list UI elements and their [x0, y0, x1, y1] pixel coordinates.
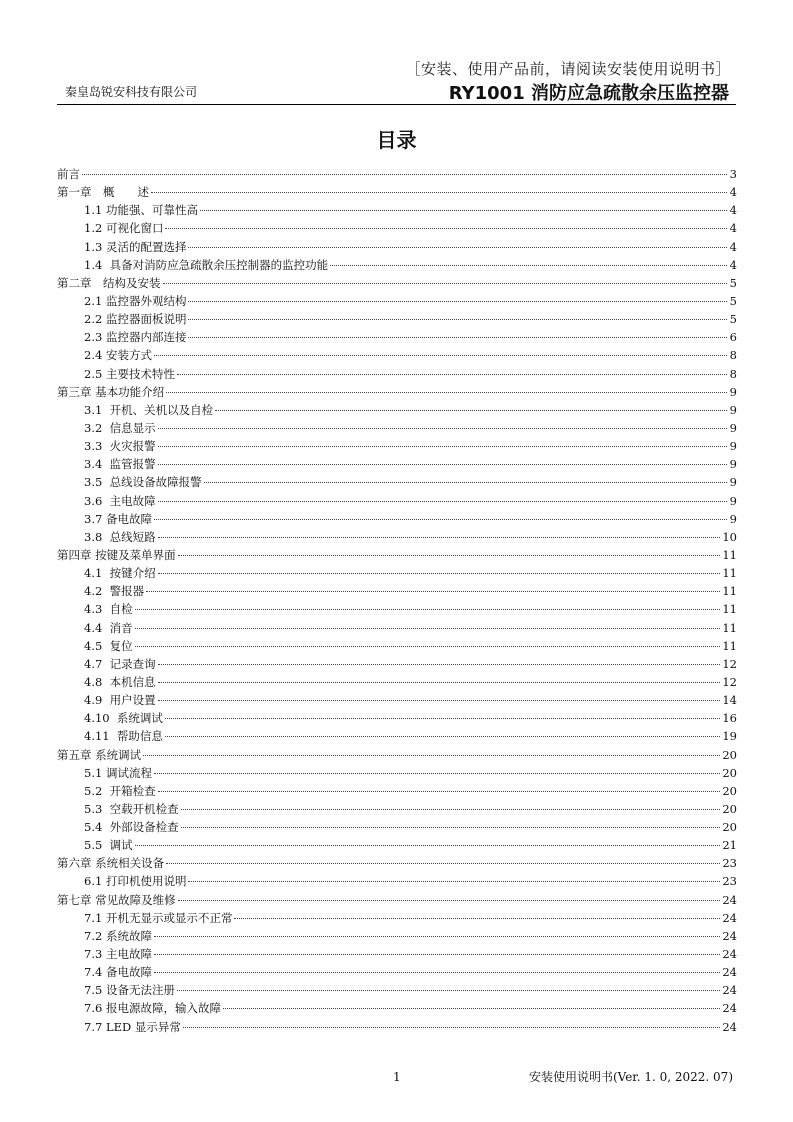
- toc-entry-section[interactable]: [57, 219, 737, 237]
- toc-entry-page: 8: [729, 348, 737, 363]
- toc-entry-title: 第七章 常见故障及维修: [57, 892, 176, 907]
- dot-leader: [177, 990, 720, 991]
- toc-entry-title: 7.1 开机无显示或显示不正常: [84, 910, 233, 925]
- toc-entry-page: 11: [722, 602, 737, 617]
- toc-entry-title: 1.4 具备对消防应急疏散余压控制器的监控功能: [84, 257, 329, 272]
- toc-entry-title: 3.8 总线短路: [84, 529, 156, 544]
- dot-leader: [135, 609, 721, 610]
- toc-entry-chapter[interactable]: [57, 274, 737, 292]
- toc-entry-title: 3.5 总线设备故障报警: [84, 475, 202, 490]
- toc-entry-title: 3.3 火灾报警: [84, 439, 156, 454]
- dot-leader: [158, 446, 727, 447]
- dot-leader: [166, 392, 727, 393]
- dot-leader: [135, 646, 721, 647]
- toc-entry-section[interactable]: [57, 981, 737, 999]
- toc-entry-section[interactable]: [57, 619, 737, 637]
- dot-leader: [158, 573, 721, 574]
- toc-entry-title: 4.2 警报器: [84, 584, 145, 599]
- toc-entry-chapter[interactable]: [57, 383, 737, 401]
- toc-entry-page: 16: [722, 711, 737, 726]
- footer-version: 安装使用说明书(Ver. 1. 0, 2022. 07): [528, 1070, 733, 1084]
- toc-entry-section[interactable]: [57, 473, 737, 491]
- dot-leader: [234, 918, 720, 919]
- toc-entry-section[interactable]: [57, 256, 737, 274]
- toc-entry-section[interactable]: [57, 201, 737, 219]
- toc-entry-title: 7.6 报电源故障，输入故障: [84, 1001, 221, 1016]
- toc-entry-page: 5: [729, 275, 737, 290]
- toc-entry-title: 5.1 调试流程: [84, 765, 152, 780]
- toc-entry-page: 11: [722, 547, 737, 562]
- toc-entry-page: 11: [722, 584, 737, 599]
- toc-entry-page: 20: [722, 783, 737, 798]
- toc-entry-title: 5.3 空载开机检查: [84, 801, 179, 816]
- toc-entry-section[interactable]: [57, 909, 737, 927]
- dot-leader: [165, 228, 727, 229]
- toc-entry-section[interactable]: [57, 836, 737, 854]
- toc-entry-section[interactable]: [57, 637, 737, 655]
- toc-entry-section[interactable]: [57, 310, 737, 328]
- dot-leader: [135, 845, 721, 846]
- toc-entry-title: 2.4 安装方式: [84, 348, 152, 363]
- toc-entry-section[interactable]: [57, 455, 737, 473]
- toc-entry-title: 第五章 系统调试: [57, 747, 142, 762]
- dot-leader: [188, 319, 727, 320]
- toc-entry-title: 7.4 备电故障: [84, 965, 152, 980]
- dot-leader: [154, 936, 720, 937]
- toc-entry-section[interactable]: [57, 691, 737, 709]
- toc-entry-title: 4.10 系统调试: [84, 711, 163, 726]
- toc-entry-title: 1.2 可视化窗口: [84, 221, 164, 236]
- toc-entry-chapter[interactable]: [57, 746, 737, 764]
- toc-entry-page: 9: [729, 457, 737, 472]
- toc-entry-page: 24: [722, 947, 737, 962]
- toc-entry-title: 4.8 本机信息: [84, 674, 156, 689]
- toc-title: 目录: [376, 128, 417, 152]
- toc-entry-section[interactable]: [57, 582, 737, 600]
- toc-entry-section[interactable]: [57, 999, 737, 1017]
- toc-entry-title: 3.7 备电故障: [84, 511, 152, 526]
- toc-entry-title: 3.1 开机、关机以及自检: [84, 402, 214, 417]
- dot-leader: [178, 900, 721, 901]
- toc-entry-section[interactable]: [57, 927, 737, 945]
- toc-entry-section[interactable]: [57, 510, 737, 528]
- dot-leader: [204, 482, 727, 483]
- toc-entry-page: 20: [722, 747, 737, 762]
- toc-entry-page: 23: [722, 874, 737, 889]
- dot-leader: [154, 519, 727, 520]
- toc-entry-title: 2.3 监控器内部连接: [84, 330, 187, 345]
- company-name: 秦皇岛锐安科技有限公司: [65, 85, 198, 99]
- toc-entry-title: 4.5 复位: [84, 638, 133, 653]
- header-note: ［安装、使用产品前，请阅读安装使用说明书］: [405, 60, 731, 78]
- dot-leader: [215, 410, 727, 411]
- dot-leader: [188, 301, 727, 302]
- toc-entry-page: 9: [729, 511, 737, 526]
- toc-entry-title: 7.7 LED 显示异常: [84, 1019, 181, 1034]
- dot-leader: [158, 464, 727, 465]
- toc-entry-title: 6.1 打印机使用说明: [84, 874, 187, 889]
- dot-leader: [165, 718, 720, 719]
- toc-entry-page: 10: [722, 529, 737, 544]
- toc-entry-page: 4: [729, 185, 737, 200]
- toc-entry-title: 3.2 信息显示: [84, 420, 156, 435]
- toc-entry-title: 7.2 系统故障: [84, 928, 152, 943]
- dot-leader: [181, 809, 721, 810]
- dot-leader: [82, 174, 727, 175]
- toc-entry-title: 3.4 监管报警: [84, 457, 156, 472]
- dot-leader: [154, 773, 720, 774]
- toc-entry-title: 4.9 用户设置: [84, 693, 156, 708]
- dot-leader: [158, 428, 727, 429]
- dot-leader: [188, 247, 727, 248]
- toc-entry-section[interactable]: [57, 401, 737, 419]
- toc-entry-page: 9: [729, 493, 737, 508]
- dot-leader: [163, 283, 728, 284]
- toc-entry-section[interactable]: [57, 727, 737, 745]
- toc-entry-page: 14: [722, 693, 737, 708]
- toc-entry-section[interactable]: [57, 437, 737, 455]
- toc-entry-chapter[interactable]: [57, 854, 737, 872]
- toc-entry-title: 4.1 按键介绍: [84, 566, 156, 581]
- toc-entry-chapter[interactable]: [57, 891, 737, 909]
- toc-entry-title: 2.5 主要技术特性: [84, 366, 175, 381]
- toc-entry-chapter[interactable]: [57, 183, 737, 201]
- toc-entry-page: 21: [722, 838, 737, 853]
- toc-entry-title: 2.1 监控器外观结构: [84, 293, 187, 308]
- toc-entry-title: 2.2 监控器面板说明: [84, 312, 187, 327]
- dot-leader: [143, 755, 720, 756]
- dot-leader: [183, 1027, 721, 1028]
- toc-entry-title: 5.5 调试: [84, 838, 133, 853]
- toc-entry-title: 4.11 帮助信息: [84, 729, 163, 744]
- toc-entry-title: 第二章 结构及安装: [57, 275, 161, 290]
- toc-entry-title: 第三章 基本功能介绍: [57, 384, 165, 399]
- table-of-contents: [57, 165, 737, 1036]
- toc-entry-page: 20: [722, 820, 737, 835]
- toc-entry-title: 5.4 外部设备检查: [84, 820, 179, 835]
- toc-entry-section[interactable]: [57, 872, 737, 890]
- dot-leader: [158, 791, 721, 792]
- toc-entry-title: 4.3 自检: [84, 602, 133, 617]
- toc-entry-section[interactable]: [57, 963, 737, 981]
- toc-entry-section[interactable]: [57, 800, 737, 818]
- toc-entry-title: 第一章 概 述: [57, 185, 149, 200]
- toc-entry-page: 20: [722, 801, 737, 816]
- dot-leader: [178, 555, 721, 556]
- toc-entry-page: 9: [729, 439, 737, 454]
- toc-entry-title: 3.6 主电故障: [84, 493, 156, 508]
- toc-entry-page: 9: [729, 475, 737, 490]
- toc-entry-page: 9: [729, 420, 737, 435]
- dot-leader: [135, 628, 721, 629]
- toc-entry-page: 11: [722, 638, 737, 653]
- toc-entry-title: 第四章 按键及菜单界面: [57, 547, 176, 562]
- toc-entry-section[interactable]: [57, 764, 737, 782]
- toc-entry-page: 23: [722, 856, 737, 871]
- dot-leader: [158, 537, 721, 538]
- toc-entry-section[interactable]: [57, 528, 737, 546]
- toc-entry-page: 5: [729, 293, 737, 308]
- toc-entry-page: 8: [729, 366, 737, 381]
- dot-leader: [181, 827, 721, 828]
- product-title: RY1001 消防应急疏散余压监控器: [448, 83, 729, 104]
- toc-entry-page: 24: [722, 892, 737, 907]
- toc-entry-chapter[interactable]: [57, 165, 737, 183]
- toc-entry-section[interactable]: [57, 1018, 737, 1036]
- dot-leader: [166, 863, 720, 864]
- dot-leader: [146, 591, 720, 592]
- toc-entry-title: 4.7 记录查询: [84, 656, 156, 671]
- toc-entry-section[interactable]: [57, 238, 737, 256]
- dot-leader: [154, 954, 720, 955]
- toc-entry-page: 11: [722, 566, 737, 581]
- toc-entry-section[interactable]: [57, 328, 737, 346]
- toc-entry-title: 1.1 功能强、可靠性高: [84, 203, 198, 218]
- toc-entry-page: 24: [722, 910, 737, 925]
- dot-leader: [165, 736, 720, 737]
- dot-leader: [151, 192, 727, 193]
- toc-entry-title: 4.4 消音: [84, 620, 133, 635]
- dot-leader: [158, 700, 721, 701]
- toc-entry-page: 9: [729, 384, 737, 399]
- toc-entry-section[interactable]: [57, 365, 737, 383]
- toc-entry-section[interactable]: [57, 782, 737, 800]
- toc-entry-section[interactable]: [57, 673, 737, 691]
- toc-entry-page: 24: [722, 1019, 737, 1034]
- dot-leader: [330, 265, 727, 266]
- toc-entry-section[interactable]: [57, 655, 737, 673]
- toc-entry-page: 4: [729, 239, 737, 254]
- toc-entry-title: 5.2 开箱检查: [84, 783, 156, 798]
- toc-entry-chapter[interactable]: [57, 546, 737, 564]
- dot-leader: [158, 664, 721, 665]
- toc-entry-page: 3: [729, 167, 737, 181]
- toc-entry-title: 7.3 主电故障: [84, 947, 152, 962]
- dot-leader: [200, 210, 727, 211]
- toc-entry-title: 7.5 设备无法注册: [84, 983, 175, 998]
- toc-entry-page: 24: [722, 965, 737, 980]
- toc-entry-section[interactable]: [57, 419, 737, 437]
- dot-leader: [188, 337, 727, 338]
- toc-entry-page: 4: [729, 221, 737, 236]
- toc-entry-page: 24: [722, 983, 737, 998]
- header-divider: [57, 104, 736, 105]
- dot-leader: [158, 501, 727, 502]
- toc-entry-page: 4: [729, 203, 737, 218]
- page-number: 1: [393, 1070, 401, 1084]
- toc-entry-section[interactable]: [57, 346, 737, 364]
- toc-entry-page: 12: [722, 656, 737, 671]
- toc-entry-page: 11: [722, 620, 737, 635]
- toc-entry-section[interactable]: [57, 564, 737, 582]
- toc-entry-section[interactable]: [57, 292, 737, 310]
- toc-entry-page: 24: [722, 928, 737, 943]
- dot-leader: [154, 355, 727, 356]
- toc-entry-section[interactable]: [57, 709, 737, 727]
- toc-entry-page: 5: [729, 312, 737, 327]
- toc-entry-page: 24: [722, 1001, 737, 1016]
- toc-entry-section[interactable]: [57, 492, 737, 510]
- toc-entry-title: 1.3 灵活的配置选择: [84, 239, 187, 254]
- dot-leader: [177, 374, 727, 375]
- toc-entry-page: 9: [729, 402, 737, 417]
- toc-entry-page: 6: [729, 330, 737, 345]
- dot-leader: [158, 682, 721, 683]
- dot-leader: [223, 1008, 720, 1009]
- toc-entry-title: 第六章 系统相关设备: [57, 856, 165, 871]
- toc-entry-section[interactable]: [57, 600, 737, 618]
- toc-entry-page: 20: [722, 765, 737, 780]
- dot-leader: [188, 881, 720, 882]
- toc-entry-page: 19: [722, 729, 737, 744]
- toc-entry-section[interactable]: [57, 945, 737, 963]
- dot-leader: [154, 972, 720, 973]
- toc-entry-section[interactable]: [57, 818, 737, 836]
- toc-entry-title: 前言: [57, 167, 80, 181]
- toc-entry-page: 4: [729, 257, 737, 272]
- toc-entry-page: 12: [722, 674, 737, 689]
